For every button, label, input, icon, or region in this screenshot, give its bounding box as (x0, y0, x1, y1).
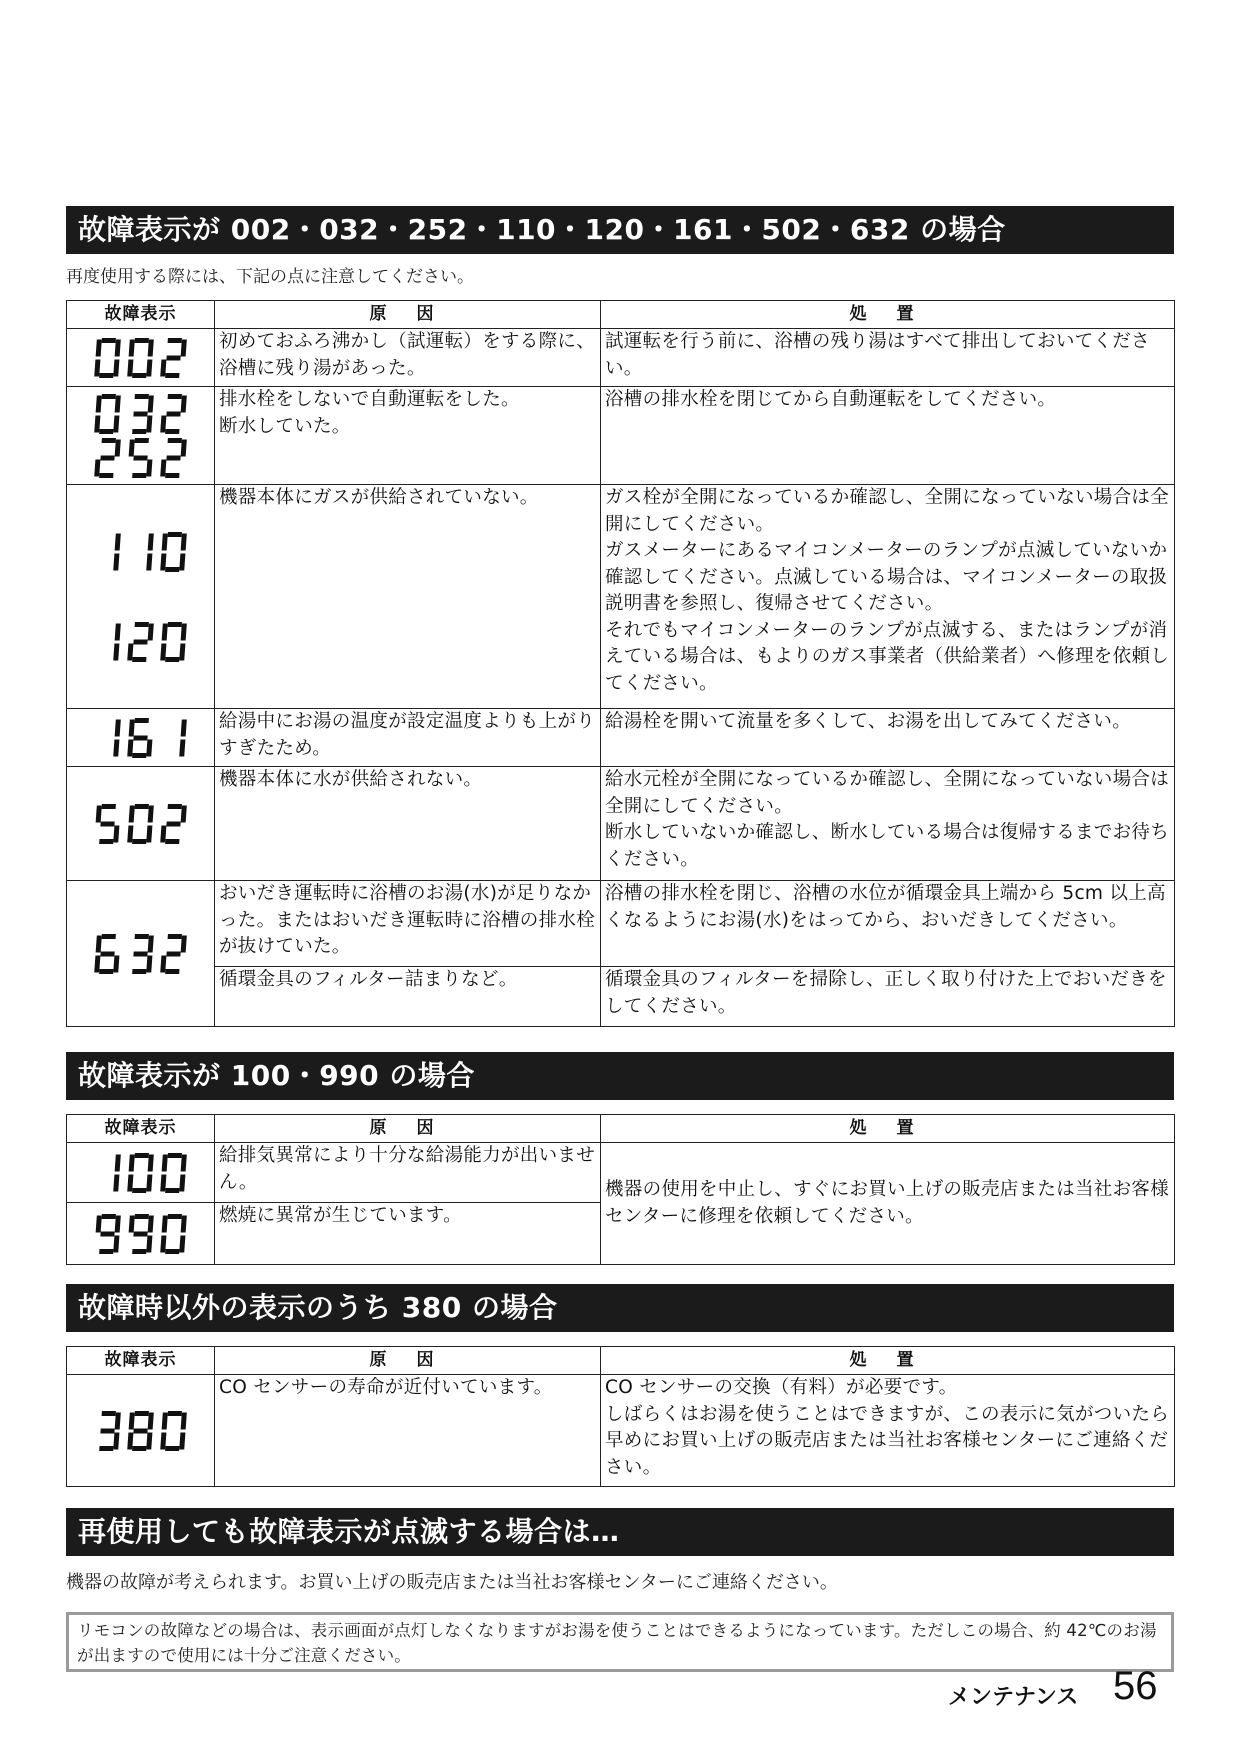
segment-digit (94, 934, 121, 974)
cause-cell: 燃焼に異常が生じています。 (215, 1203, 601, 1265)
table-row (67, 387, 1175, 485)
segment-a (167, 1153, 181, 1158)
segment-d (132, 373, 146, 378)
segment-d (132, 753, 146, 758)
segment-d (165, 373, 179, 378)
segment-digit (179, 719, 187, 756)
segment-d (99, 473, 113, 478)
segment-f (95, 935, 101, 952)
table-row (67, 1143, 1175, 1203)
segment-d (132, 429, 146, 434)
segment-d (165, 567, 179, 572)
segment-digit (113, 623, 121, 660)
segment-c (179, 553, 185, 570)
cause-cell: 排水栓をしないで自動運転をした。 断水していた。 (215, 387, 601, 485)
segment-c (113, 553, 119, 570)
header-code: 故障表示 (67, 301, 215, 329)
error-code-display (94, 393, 188, 435)
error-table-1 (66, 300, 1175, 1027)
segment-c (113, 825, 119, 842)
segment-b (114, 533, 120, 550)
segment-f (161, 1154, 167, 1171)
error-code-display (94, 933, 188, 975)
segment-digit (113, 719, 121, 756)
segment-c (113, 359, 119, 376)
error-code-cell (67, 1203, 215, 1265)
error-table-2 (66, 1114, 1175, 1265)
cause-cell: 初めておふろ沸かし（試運転）をする際に、浴槽に残り湯があった。 (215, 329, 601, 387)
segment-digit (127, 1153, 154, 1193)
segment-b (114, 1154, 120, 1171)
segment-g (133, 735, 147, 740)
segment-digit (127, 438, 154, 478)
segment-g (166, 411, 180, 416)
segment-a (134, 804, 148, 809)
segment-d (99, 429, 113, 434)
segment-d (132, 1188, 146, 1193)
error-code-display (94, 803, 188, 845)
segment-g (100, 821, 114, 826)
segment-c (179, 1235, 185, 1252)
segment-digit (94, 804, 121, 844)
error-code-cell (67, 709, 215, 767)
segment-d (132, 839, 146, 844)
segment-d (99, 839, 113, 844)
segment-a (101, 934, 115, 939)
error-code-display (94, 621, 188, 663)
segment-c (146, 359, 152, 376)
segment-d (99, 969, 113, 974)
segment-g (133, 1428, 147, 1433)
table-header (67, 1347, 1175, 1375)
segment-digit (160, 1411, 187, 1451)
segment-digit (132, 394, 154, 434)
segment-digit (127, 622, 154, 662)
segment-d (132, 657, 146, 662)
error-code-display (94, 1152, 188, 1194)
segment-a (134, 1153, 148, 1158)
segment-digit (127, 338, 154, 378)
segment-digit (127, 718, 154, 758)
segment-f (128, 1154, 134, 1171)
action-cell: 試運転を行う前に、浴槽の残り湯はすべて排出しておいてください。 (601, 329, 1175, 387)
segment-a (134, 718, 148, 723)
segment-digit (94, 438, 121, 478)
segment-a (101, 804, 115, 809)
segment-c (146, 1235, 152, 1252)
segment-f (128, 1215, 134, 1232)
segment-d (165, 969, 179, 974)
segment-g (100, 1231, 114, 1236)
segment-a (134, 934, 148, 939)
segment-a (101, 1411, 115, 1416)
section-title-3: 故障時以外の表示のうち 380 の場合 (66, 1284, 1174, 1332)
error-code-cell (67, 1375, 215, 1487)
cause-cell: 機器本体にガスが供給されていない。 (215, 485, 601, 709)
segment-digit (160, 622, 187, 662)
segment-a (167, 338, 181, 343)
segment-a (101, 338, 115, 343)
segment-g (133, 455, 147, 460)
table-row (67, 881, 1175, 967)
segment-g (166, 951, 180, 956)
segment-digit (160, 338, 187, 378)
error-code-cell (67, 1143, 215, 1203)
table-row (67, 709, 1175, 767)
segment-digit (160, 438, 187, 478)
error-code-display (94, 531, 188, 573)
table-header (67, 1115, 1175, 1143)
segment-d (99, 1249, 113, 1254)
segment-g (133, 411, 147, 416)
segment-d (165, 657, 179, 662)
segment-c (146, 415, 152, 432)
segment-d (165, 839, 179, 844)
segment-c (146, 1174, 152, 1191)
error-code-cell (67, 387, 215, 485)
segment-a (134, 622, 148, 627)
segment-f (161, 1412, 167, 1429)
cause-cell: 給湯中にお湯の温度が設定温度よりも上がりすぎたため。 (215, 709, 601, 767)
cause-cell: CO センサーの寿命が近付いています。 (215, 1375, 601, 1487)
segment-c (146, 739, 152, 756)
cause-cell: おいだき運転時に浴槽のお湯(水)が足りなかった。またはおいだき運転時に浴槽の排水栓が抜けていた。 (215, 881, 601, 967)
segment-d (165, 473, 179, 478)
segment-c (113, 415, 119, 432)
segment-a (167, 394, 181, 399)
segment-digit (94, 338, 121, 378)
segment-a (167, 532, 181, 537)
action-cell: 浴槽の排水栓を閉じてから自動運転をしてください。 (601, 387, 1175, 485)
segment-f (128, 439, 134, 456)
header-action: 処 置 (601, 1347, 1175, 1375)
segment-a (167, 804, 181, 809)
segment-a (134, 438, 148, 443)
action-cell: 給水元栓が全開になっているか確認し、全開になっていない場合は全開にしてください。 断水していないか確認し、断水している場合は復帰するまでお待ちください。 (601, 767, 1175, 881)
error-code-display (94, 337, 188, 379)
segment-d (165, 1188, 179, 1193)
error-code-display (94, 717, 188, 759)
action-cell: ガス栓が全開になっているか確認し、全開になっていない場合は全開にしてください。 ガスメーターにあるマイコンメーターのランプが点滅していないか確認してください。点滅している場合は、マイコンメーターの取扱説明書を参照し、復帰させてください。 それでもマイコンメーターのランプが点滅する、またはランプが消えている場合は、もよりのガス事業者（供給業者）へ修理を依頼してください。 (601, 485, 1175, 709)
section-title-2: 故障表示が 100・990 の場合 (66, 1052, 1174, 1100)
footer-section-label: メンテナンス (948, 1685, 1079, 1710)
segment-g (133, 951, 147, 956)
segment-digit (99, 1411, 121, 1451)
segment-digit (160, 1153, 187, 1193)
header-code: 故障表示 (67, 1115, 215, 1143)
action-cell: 機器の使用を中止し、すぐにお買い上げの販売店または当社お客様センターに修理を依頼してください。 (601, 1143, 1175, 1265)
segment-c (146, 553, 152, 570)
segment-g (133, 1231, 147, 1236)
header-code: 故障表示 (67, 1347, 215, 1375)
segment-c (146, 825, 152, 842)
error-code-cell (67, 881, 215, 1027)
segment-f (161, 533, 167, 550)
segment-g (166, 455, 180, 460)
segment-g (100, 951, 114, 956)
error-code-display (94, 437, 188, 479)
segment-digit (146, 533, 154, 570)
segment-digit (94, 394, 121, 434)
segment-d (132, 473, 146, 478)
segment-c (179, 643, 185, 660)
segment-f (95, 395, 101, 412)
segment-digit (160, 532, 187, 572)
segment-digit (127, 804, 154, 844)
segment-b (180, 719, 186, 736)
header-cause: 原 因 (215, 301, 601, 329)
action-cell: 給湯栓を開いて流量を多くして、お湯を出してみてください。 (601, 709, 1175, 767)
segment-f (128, 1412, 134, 1429)
segment-c (179, 1432, 185, 1449)
cause-cell: 給排気異常により十分な給湯能力が出いません。 (215, 1143, 601, 1203)
action-cell: 浴槽の排水栓を閉じ、浴槽の水位が循環金具上端から 5cm 以上高くなるようにお湯(水)をはってから、おいだきしてください。 (601, 881, 1175, 967)
segment-digit (113, 533, 121, 570)
table-header (67, 301, 1175, 329)
segment-a (167, 1214, 181, 1219)
error-code-display (94, 1213, 188, 1255)
cause-cell: 循環金具のフィルター詰まりなど。 (215, 967, 601, 1027)
section-title-1: 故障表示が 002・032・252・110・120・161・502・632 の場合 (66, 206, 1174, 254)
segment-f (161, 623, 167, 640)
error-code-cell (67, 767, 215, 881)
table-row (67, 329, 1175, 387)
segment-a (101, 1214, 115, 1219)
table-row (67, 1375, 1175, 1487)
segment-a (167, 438, 181, 443)
header-cause: 原 因 (215, 1347, 601, 1375)
segment-c (113, 955, 119, 972)
header-action: 処 置 (601, 301, 1175, 329)
error-table-3 (66, 1346, 1175, 1487)
segment-g (133, 639, 147, 644)
segment-digit (127, 1411, 154, 1451)
segment-g (166, 355, 180, 360)
section-title-4: 再使用しても故障表示が点滅する場合は… (66, 1508, 1174, 1556)
segment-c (146, 1432, 152, 1449)
segment-digit (113, 1154, 121, 1191)
segment-f (128, 719, 134, 736)
segment-b (114, 719, 120, 736)
table-row (67, 967, 1175, 1027)
segment-a (134, 394, 148, 399)
segment-c (179, 1174, 185, 1191)
segment-a (101, 394, 115, 399)
segment-digit (160, 394, 187, 434)
segment-c (113, 1174, 119, 1191)
segment-a (167, 1411, 181, 1416)
segment-d (132, 969, 146, 974)
segment-digit (94, 1214, 121, 1254)
segment-b (114, 623, 120, 640)
segment-g (100, 455, 114, 460)
cause-cell: 機器本体に水が供給されない。 (215, 767, 601, 881)
segment-f (95, 805, 101, 822)
segment-g (166, 821, 180, 826)
segment-g (100, 1428, 114, 1433)
segment-c (113, 739, 119, 756)
segment-digit (127, 1214, 154, 1254)
action-cell: 循環金具のフィルターを掃除し、正しく取り付けた上でおいだきをしてください。 (601, 967, 1175, 1027)
error-code-cell (67, 329, 215, 387)
segment-c (113, 1235, 119, 1252)
segment-d (165, 429, 179, 434)
segment-f (128, 339, 134, 356)
segment-d (132, 1446, 146, 1451)
segment-f (95, 339, 101, 356)
segment-a (134, 1214, 148, 1219)
segment-digit (160, 934, 187, 974)
segment-a (134, 1411, 148, 1416)
section-intro-4: 機器の故障が考えられます。お買い上げの販売店または当社お客様センターにご連絡ください。 (66, 1572, 838, 1593)
segment-d (165, 1446, 179, 1451)
segment-f (95, 1215, 101, 1232)
segment-f (161, 1215, 167, 1232)
action-cell: CO センサーの交換（有料）が必要です。 しばらくはお湯を使うことはできますが、この表示に気がついたら早めにお買い上げの販売店または当社お客様センターにご連絡ください。 (601, 1375, 1175, 1487)
header-action: 処 置 (601, 1115, 1175, 1143)
segment-d (99, 1446, 113, 1451)
segment-digit (160, 804, 187, 844)
segment-a (101, 438, 115, 443)
segment-c (179, 739, 185, 756)
segment-c (113, 1432, 119, 1449)
table-row (67, 767, 1175, 881)
segment-c (146, 955, 152, 972)
segment-d (99, 373, 113, 378)
segment-d (132, 1249, 146, 1254)
section-intro-1: 再度使用する際には、下記の点に注意してください。 (66, 267, 474, 287)
table-row (67, 485, 1175, 709)
error-code-display (94, 1410, 188, 1452)
segment-b (147, 533, 153, 550)
segment-a (134, 338, 148, 343)
segment-a (167, 622, 181, 627)
segment-c (113, 643, 119, 660)
segment-f (128, 805, 134, 822)
segment-digit (132, 934, 154, 974)
segment-d (165, 1249, 179, 1254)
segment-c (146, 459, 152, 476)
error-code-cell (67, 485, 215, 709)
segment-a (167, 934, 181, 939)
segment-digit (160, 1214, 187, 1254)
note-box: リモコンの故障などの場合は、表示画面が点灯しなくなりますがお湯を使うことはできるようになっています。ただしこの場合、約 42℃のお湯が出ますので使用には十分ご注意ください。 (66, 1612, 1174, 1672)
page-number: 56 (1113, 1664, 1158, 1708)
header-cause: 原 因 (215, 1115, 601, 1143)
